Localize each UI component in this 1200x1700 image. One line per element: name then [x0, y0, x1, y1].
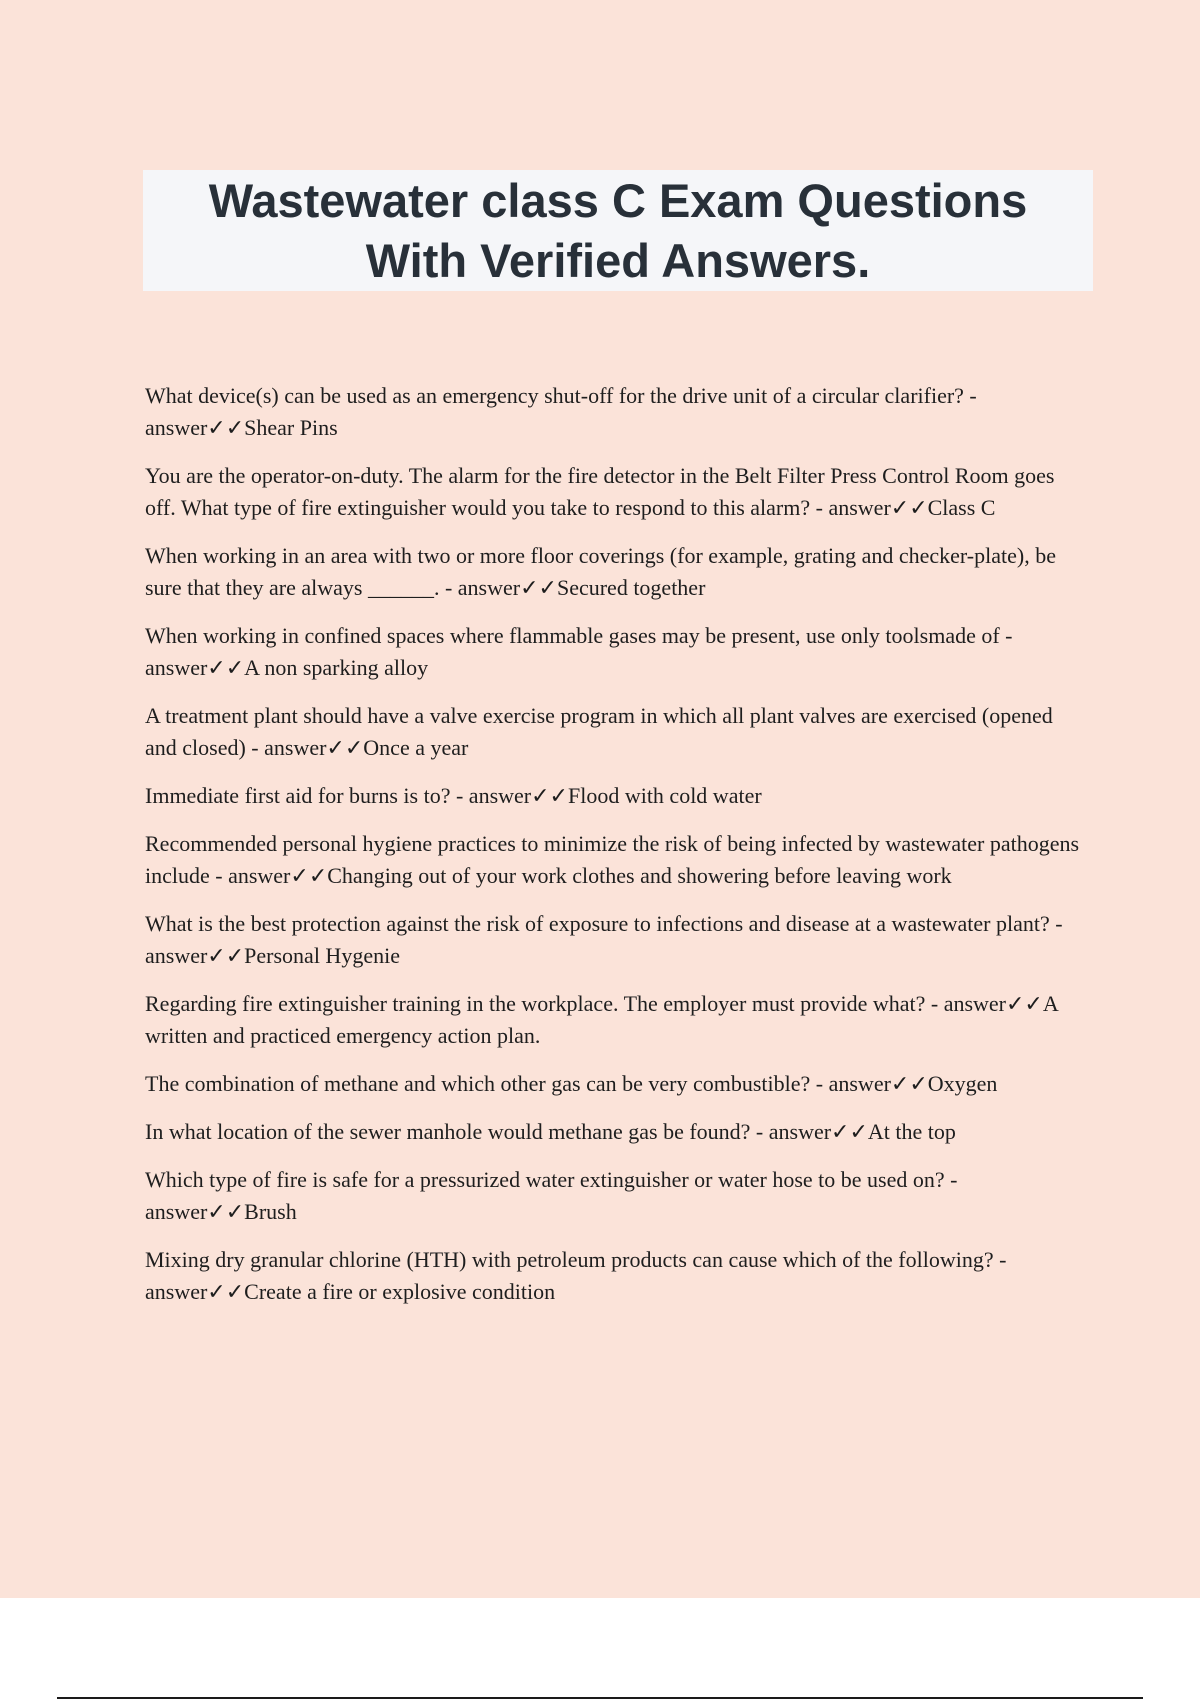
title-banner [143, 170, 1093, 291]
qa-item: When working in confined spaces where flammable gases may be present, use only toolsmade of - answer✓✓A non sparking alloy [145, 623, 1013, 680]
qa-item: What device(s) can be used as an emergency shut-off for the drive unit of a circular clarifier? - answer✓✓Shear Pins [145, 383, 977, 440]
qa-item: Regarding fire extinguisher training in the workplace. The employer must provide what? - answer✓✓A written and practiced emergency action plan. [145, 991, 1058, 1048]
qa-item: You are the operator-on-duty. The alarm for the fire detector in the Belt Filter Press Control Room goes off. What type of fire extinguisher would you take to respond to this alarm? - answer✓✓Class C [145, 463, 1055, 520]
qa-list [145, 380, 1090, 1324]
qa-item: The combination of methane and which other gas can be very combustible? - answer✓✓Oxygen [145, 1071, 998, 1096]
qa-item: A treatment plant should have a valve exercise program in which all plant valves are exercised (opened and closed) - answer✓✓Once a year [145, 703, 1053, 760]
footer-divider [57, 1697, 1143, 1699]
qa-item: Immediate first aid for burns is to? - answer✓✓Flood with cold water [145, 783, 762, 808]
qa-item: Which type of fire is safe for a pressurized water extinguisher or water hose to be used on? - answer✓✓Brush [145, 1167, 958, 1224]
title-line-2: With Verified Answers. [365, 233, 871, 287]
qa-item: In what location of the sewer manhole would methane gas be found? - answer✓✓At the top [145, 1119, 956, 1144]
qa-item: Recommended personal hygiene practices to minimize the risk of being infected by wastewater pathogens include - answer✓✓Changing out of your work clothes and showering before leaving work [145, 831, 1080, 888]
document-title [209, 171, 1027, 291]
title-line-1: Wastewater class C Exam Questions [208, 173, 1028, 227]
qa-item: Mixing dry granular chlorine (HTH) with petroleum products can cause which of the following? - answer✓✓Create a fire or explosive condition [145, 1247, 1007, 1304]
qa-item: What is the best protection against the risk of exposure to infections and disease at a wastewater plant? - answer✓✓Personal Hygenie [145, 911, 1063, 968]
qa-item: When working in an area with two or more floor coverings (for example, grating and checker-plate), be sure that they are always ______. - answer✓✓Secured together [145, 543, 1056, 600]
